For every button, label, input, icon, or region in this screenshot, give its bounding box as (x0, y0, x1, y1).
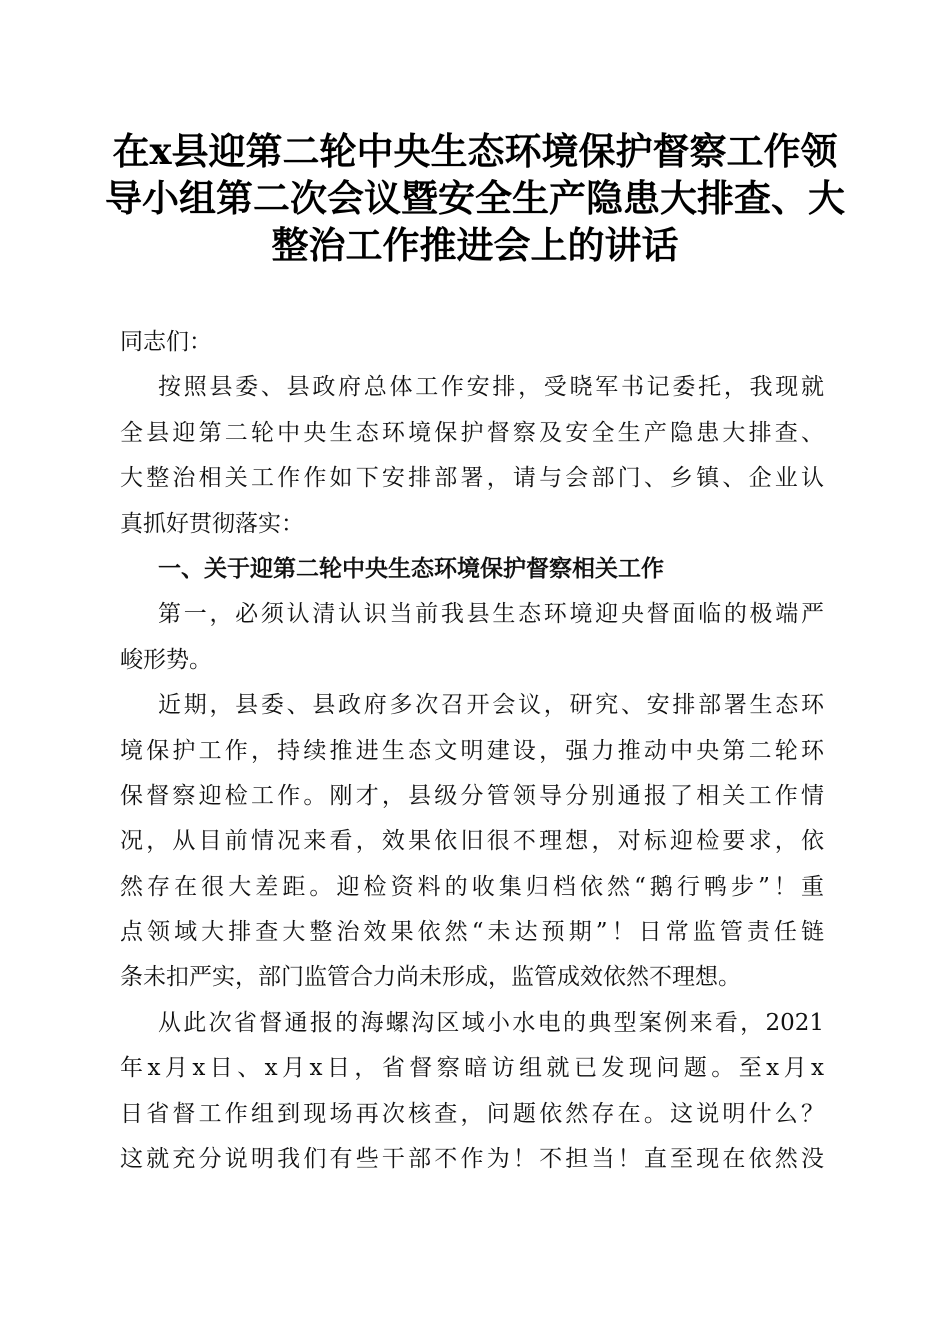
paragraph-line: 年x月x日、x月x日，省督察暗访组就已发现问题。至x月x (120, 1055, 824, 1082)
paragraph-line: 真抓好贯彻落实： (120, 510, 304, 537)
document-title (100, 128, 850, 269)
paragraph-line: 这就充分说明我们有些干部不作为！不担当！直至现在依然没 (120, 1146, 824, 1173)
paragraph-line: 保督察迎检工作。刚才，县级分管领导分别通报了相关工作情 (120, 782, 824, 809)
title-line-1: 在x县迎第二轮中央生态环境保护督察工作领 (112, 129, 838, 173)
paragraph-3 (120, 683, 824, 1001)
greeting: 同志们： (120, 329, 212, 355)
title-line-3: 整治工作推进会上的讲话 (271, 223, 679, 267)
paragraph-line: 日省督工作组到现场再次核查，问题依然存在。这说明什么？ (120, 1100, 824, 1127)
document-body (120, 320, 824, 1182)
paragraph-2 (120, 592, 824, 683)
paragraph-line: 点领域大排查大整治效果依然“未达预期”！日常监管责任链 (120, 919, 824, 946)
paragraph-line: 然存在很大差距。迎检资料的收集归档依然“鹅行鸭步”！重 (120, 873, 824, 900)
paragraph-line: 近期，县委、县政府多次召开会议，研究、安排部署生态环 (158, 692, 824, 719)
paragraph-1 (120, 365, 824, 547)
title-line-2: 导小组第二次会议暨安全生产隐患大排查、大 (105, 176, 845, 220)
section-heading-1 (120, 547, 824, 592)
paragraph-line: 从此次省督通报的海螺沟区域小水电的典型案例来看，2021 (158, 1009, 824, 1036)
paragraph-4 (120, 1001, 824, 1183)
section-heading: 一、关于迎第二轮中央生态环境保护督察相关工作 (158, 555, 664, 582)
paragraph-line: 况，从目前情况来看，效果依旧很不理想，对标迎检要求，依 (120, 828, 824, 855)
paragraph-line: 按照县委、县政府总体工作安排，受晓军书记委托，我现就 (158, 374, 824, 401)
paragraph-line: 大整治相关工作作如下安排部署，请与会部门、乡镇、企业认 (120, 465, 824, 492)
paragraph-line: 第一，必须认清认识当前我县生态环境迎央督面临的极端严 (158, 601, 824, 628)
paragraph-line: 条未扣严实，部门监管合力尚未形成，监管成效依然不理想。 (120, 964, 741, 991)
paragraph-line: 全县迎第二轮中央生态环境保护督察及安全生产隐患大排查、 (120, 419, 824, 446)
paragraph-line: 峻形势。 (120, 646, 212, 673)
paragraph-line: 境保护工作，持续推进生态文明建设，强力推动中央第二轮环 (120, 737, 824, 764)
